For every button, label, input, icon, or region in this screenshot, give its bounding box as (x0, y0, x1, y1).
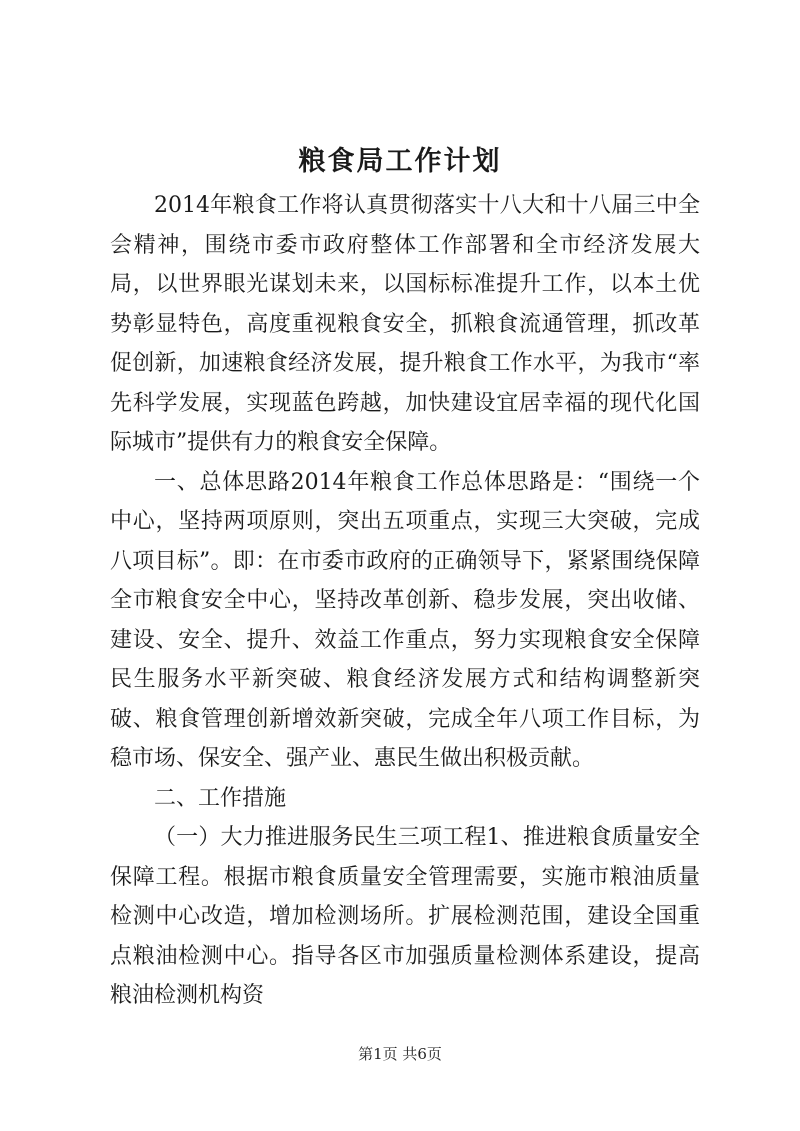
paragraph-general-approach: 一、总体思路2014年粮食工作总体思路是：“围绕一个中心，坚持两项原则，突出五项重点，实现三大突破，完成八项目标”。即：在市委市政府的正确领导下，紧紧围绕保障全市粮食安全中心，坚持改革创新、稳步发展，突出收储、建设、安全、提升、效益工作重点，努力实现粮食安全保障民生服务水平新突破、粮食经济发展方式和结构调整新突破、粮食管理创新增效新突破，完成全年八项工作目标，为稳市场、保安全、强产业、惠民生做出积极贡献。 (110, 469, 700, 771)
page-footer: 第1页 共6页 (358, 1045, 442, 1063)
document-title: 粮食局工作计划 (298, 146, 502, 177)
paragraph-section-heading: 二、工作措施 (154, 785, 287, 811)
paragraph-intro: 2014年粮食工作将认真贯彻落实十八大和十八届三中全会精神，围绕市委市政府整体工作部署和全市经济发展大局，以世界眼光谋划未来，以国标标准提升工作，以本土优势彰显特色，高度重视粮食安全，抓粮食流通管理，抓改革促创新，加速粮食经济发展，提升粮食工作水平，为我市“率先科学发展，实现蓝色跨越，加快建设宜居幸福的现代化国际城市”提供有力的粮食安全保障。 (110, 193, 700, 455)
paragraph-measures: （一）大力推进服务民生三项工程1、推进粮食质量安全保障工程。根据市粮食质量安全管理需要，实施市粮油质量检测中心改造，增加检测场所。扩展检测范围，建设全国重点粮油检测中心。指导各区市加强质量检测体系建设，提高粮油检测机构资 (110, 825, 700, 1008)
document-body (110, 186, 700, 1016)
